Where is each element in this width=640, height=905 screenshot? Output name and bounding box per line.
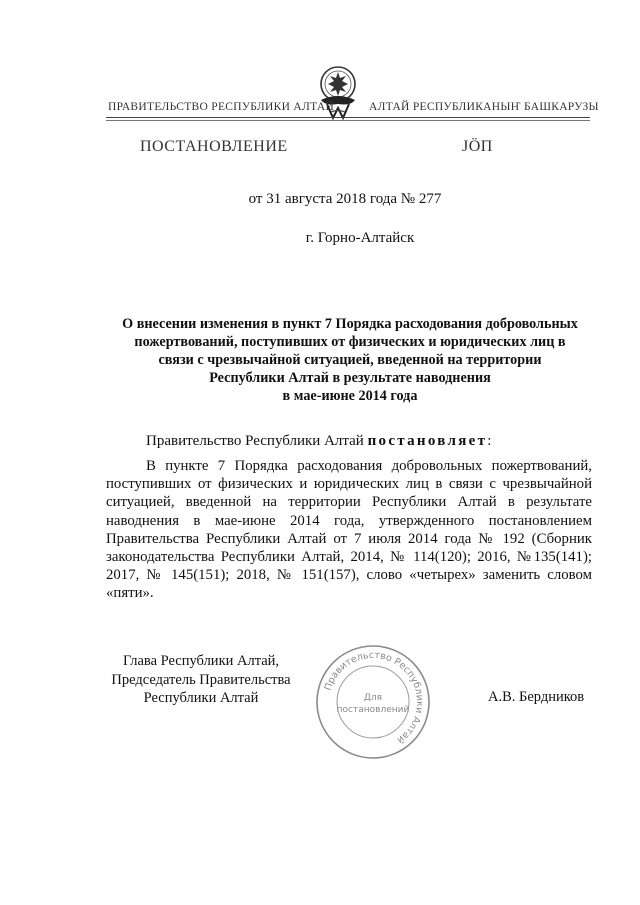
header-left-title: ПРАВИТЕЛЬСТВО РЕСПУБЛИКИ АЛТАЙ xyxy=(108,101,335,113)
header-divider-thin xyxy=(106,120,590,121)
body-line: 2017, № 145(151); 2018, № 151(157), слово «четырех» заменить словом xyxy=(106,567,592,584)
body-line: Правительства Республики Алтай от 7 июля 2014 года № 192 (Сборник xyxy=(106,530,592,547)
header-divider-thick xyxy=(106,117,590,118)
document-kind-russian: ПОСТАНОВЛЕНИЕ xyxy=(140,138,288,155)
official-stamp xyxy=(313,642,433,762)
title-line: связи с чрезвычайной ситуацией, введенной на территории xyxy=(158,352,542,368)
body-line: наводнения в мае-июне 2014 года, утвержденного постановлением xyxy=(106,512,592,529)
document-date-number: от 31 августа 2018 года № 277 xyxy=(248,191,442,207)
stamp-center-bottom: постановлений xyxy=(336,705,410,715)
document-city: г. Горно-Алтайск xyxy=(305,230,415,246)
signatory-name: А.В. Бердников xyxy=(488,689,585,705)
document-title xyxy=(100,315,600,405)
document-kind-altai: ЈӦП xyxy=(462,138,493,155)
signatory-position-line: Председатель Правительства xyxy=(111,671,291,688)
stamp-ring-text: Правительство Республики Алтай xyxy=(322,649,426,746)
decree-prefix: Правительство Республики Алтай xyxy=(146,433,368,449)
body-line: В пункте 7 Порядка расходования добровольных пожертвований, xyxy=(146,458,592,474)
decree-statement xyxy=(146,433,491,450)
body-line: ситуацией, введенной на территории Республики Алтай в результате xyxy=(106,494,592,511)
signatory-position xyxy=(106,652,296,708)
header-right-title: АЛТАЙ РЕСПУБЛИКАНЫҤ БАШКАРУЗЫ xyxy=(369,101,599,113)
decree-verb: постановляет xyxy=(367,433,488,449)
title-line: Республики Алтай в результате наводнения xyxy=(209,370,491,386)
decree-suffix: : xyxy=(487,433,492,449)
stamp-center-top: Для xyxy=(363,693,383,703)
body-line: законодательства Республики Алтай, 2014, № 114(120); 2016, №135(141); xyxy=(106,548,592,565)
title-line: О внесении изменения в пункт 7 Порядка расходования добровольных xyxy=(122,316,578,332)
signatory-position-line: Глава Республики Алтай, xyxy=(122,653,280,669)
body-line: поступивших от физических и юридических лиц в связи с чрезвычайной xyxy=(106,476,592,493)
title-line: пожертвований, поступивших от физических и юридических лиц в xyxy=(134,334,566,350)
decree-body xyxy=(106,457,592,603)
signatory-position-line: Республики Алтай xyxy=(143,690,259,706)
title-line: в мае-июне 2014 года xyxy=(282,388,418,404)
body-line: «пяти». xyxy=(106,585,154,602)
